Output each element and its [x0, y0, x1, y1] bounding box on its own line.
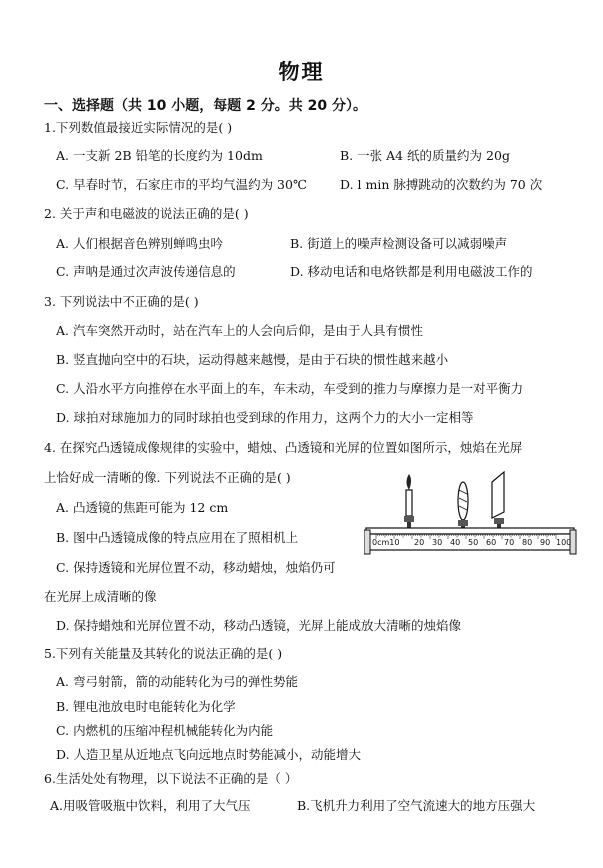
question-1-option-c: C. 早春时节，石家庄市的平均气温约为 30℃ — [56, 177, 307, 192]
question-1-option-a: A. 一支新 2B 铅笔的长度约为 10dm — [56, 148, 263, 163]
question-4-option-c: C. 保持透镜和光屏位置不动，移动蜡烛，烛焰仍可 — [56, 560, 336, 575]
question-5-option-a: A. 弯弓射箭，箭的动能转化为弓的弹性势能 — [56, 674, 298, 689]
page-title: 物理 — [278, 60, 325, 84]
rail-label-30: 30 — [432, 538, 443, 547]
question-3-option-c: C. 人沿水平方向推停在水平面上的车，车未动，车受到的推力与摩擦力是一对平衡力 — [56, 381, 524, 396]
question-3-option-b: B. 竖直抛向空中的石块，运动得越来越慢，是由于石块的惯性越来越小 — [56, 352, 449, 367]
question-2-stem: 2. 关于声和电磁波的说法正确的是( ) — [44, 206, 249, 221]
question-5-option-d: D. 人造卫星从近地点飞向远地点时势能减小，动能增大 — [56, 747, 362, 762]
optical-bench-svg — [364, 468, 590, 566]
rail-label-100: 100 — [556, 538, 572, 547]
question-1-option-d: D. l min 脉搏跳动的次数约为 70 次 — [340, 177, 543, 192]
question-5-option-c: C. 内燃机的压缩冲程机械能转化为内能 — [56, 723, 274, 738]
question-2-option-a: A. 人们根据音色辨别蝉鸣虫吟 — [56, 236, 223, 251]
candle-icon — [404, 474, 414, 532]
question-1-stem: 1.下列数值最接近实际情况的是( ) — [44, 120, 233, 135]
rail-label-60: 60 — [486, 538, 497, 547]
question-4-option-b: B. 图中凸透镜成像的特点应用在了照相机上 — [56, 530, 299, 545]
rail-label-20: 20 — [414, 538, 425, 547]
rail-label-90: 90 — [540, 538, 551, 547]
question-6-stem: 6.生活处处有物理，以下说法不正确的是（ ） — [44, 771, 298, 786]
question-4-option-c-continued: 在光屏上成清晰的像 — [44, 589, 157, 604]
question-4-option-d: D. 保持蜡烛和光屏位置不动，移动凸透镜，光屏上能成放大清晰的烛焰像 — [56, 618, 462, 633]
question-4-stem-line2: 上恰好成一清晰的像. 下列说法不正确的是( ) — [44, 470, 291, 485]
question-3-stem: 3. 下列说法中不正确的是( ) — [44, 294, 199, 309]
question-6-option-a: A.用吸管吸瓶中饮料，利用了大气压 — [50, 798, 251, 813]
question-6-option-b: B.飞机升力利用了空气流速大的地方压强大 — [297, 798, 536, 813]
question-3-option-a: A. 汽车突然开动时，站在汽车上的人会向后仰，是由于人具有惯性 — [56, 323, 423, 338]
question-4-option-a: A. 凸透镜的焦距可能为 12 cm — [56, 500, 229, 515]
optical-bench-figure — [364, 468, 590, 566]
question-2-option-d: D. 移动电话和电烙铁都是利用电磁波工作的 — [290, 264, 533, 279]
rail-label-80: 80 — [522, 538, 533, 547]
rail-label-50: 50 — [468, 538, 479, 547]
question-3-option-d: D. 球拍对球施加力的同时球拍也受到球的作用力，这两个力的大小一定相等 — [56, 410, 474, 425]
light-screen-icon — [492, 472, 504, 532]
convex-lens-icon — [458, 482, 468, 532]
rail-label-40: 40 — [450, 538, 461, 547]
question-4-stem-line1: 4. 在探究凸透镜成像规律的实验中，蜡烛、凸透镜和光屏的位置如图所示，烛焰在光屏 — [44, 440, 523, 455]
question-2-option-b: B. 街道上的噪声检测设备可以减弱噪声 — [290, 236, 508, 251]
question-5-stem: 5.下列有关能量及其转化的说法正确的是( ) — [44, 646, 283, 661]
rail-label-0: 0cm10 — [372, 538, 400, 547]
rail-label-70: 70 — [504, 538, 515, 547]
question-2-option-c: C. 声呐是通过次声波传递信息的 — [56, 264, 236, 279]
question-1-option-b: B. 一张 A4 纸的质量约为 20g — [340, 148, 510, 163]
question-5-option-b: B. 锂电池放电时电能转化为化学 — [56, 699, 236, 714]
section-heading: 一、选择题（共 10 小题，每题 2 分。共 20 分）。 — [44, 98, 367, 114]
